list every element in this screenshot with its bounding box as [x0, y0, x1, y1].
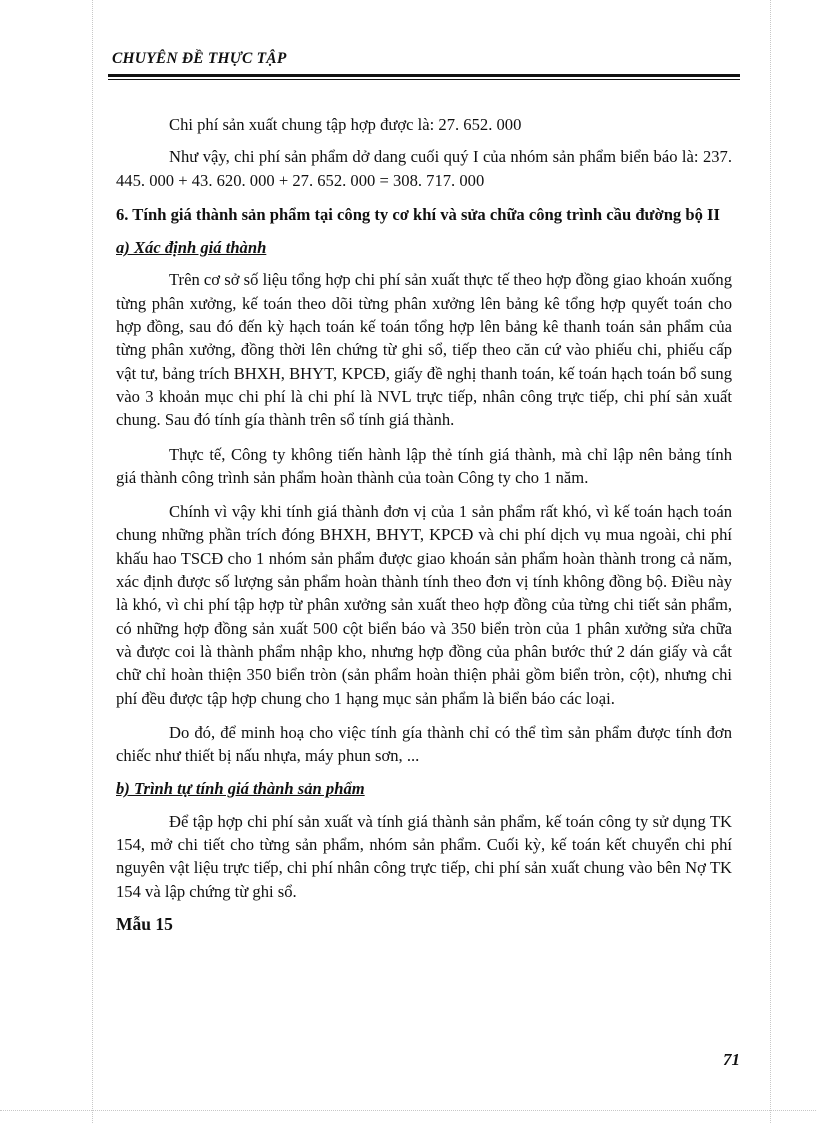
paragraph-illustration: Do đó, để minh hoạ cho việc tính gía thành chỉ có thể tìm sản phẩm được tính đơn chiếc như thiết bị nấu nhựa, máy phun sơn, ...	[116, 722, 732, 766]
document-body	[116, 113, 732, 936]
subheading-b: b) Trình tự tính giá thành sản phẩm	[116, 779, 365, 799]
subheading-a: a) Xác định giá thành	[116, 238, 267, 258]
running-header: CHUYÊN ĐỀ THỰC TẬP	[112, 50, 287, 67]
paragraph-difficulty: Chính vì vậy khi tính giá thành đơn vị của 1 sản phẩm rất khó, vì kế toán hạch toán chung những phần trích đóng BHXH, BHYT, KPCĐ và chi phí dịch vụ mua ngoài, chi phí khấu hao TSCĐ cho 1 nhóm sản phẩm được giao khoán sản phẩm hoàn thành trong cả năm, xác định được số lượng sản phẩm hoàn thành tính theo đơn vị tính không đồng bộ. Điều này là khó, vì chi phí tập hợp từ phân xưởng sản xuất theo hợp đồng của từng chi tiết sản phẩm, có những hợp đồng sản xuất 500 cột biển báo và 350 biển tròn của 1 phân xưởng sửa chữa và được coi là thành phẩm nhập kho, nhưng hợp đồng của phân bước thứ 2 dán giấy và cắt chữ chỉ hoàn thiện 350 biển tròn (sản phẩm hoàn thiện phải gồm biển tròn, cột), nhưng chi phí đều được tập hợp chung cho 1 hạng mục sản phẩm là biển báo các loại.	[116, 502, 732, 708]
paragraph-procedure: Để tập hợp chi phí sản xuất và tính giá thành sản phẩm, kế toán công ty sử dụng TK 154, mở chi tiết cho từng sản phẩm, nhóm sản phẩm. Cuối kỳ, kế toán kết chuyển chi phí nguyên vật liệu trực tiếp, chi phí nhân công trực tiếp, chi phí sản xuất chung vào bên Nợ TK 154 và lập chứng từ ghi sổ.	[116, 811, 732, 901]
form-label: Mẫu 15	[116, 913, 173, 934]
page-margin-guide-right	[770, 0, 772, 1123]
paragraph-overhead-cost: Chi phí sản xuất chung tập hợp được là: 27. 652. 000	[169, 115, 522, 134]
header-rule	[108, 74, 740, 77]
page-number: 71	[723, 1050, 740, 1069]
page-margin-guide-left	[92, 0, 94, 1123]
paragraph-wip-cost: Như vậy, chi phí sản phẩm dở dang cuối quý I của nhóm sản phẩm biển báo là: 237. 445. 000 + 43. 620. 000 + 27. 652. 000 = 308. 717. 000	[116, 147, 732, 190]
page-margin-guide-bottom	[0, 1110, 816, 1112]
paragraph-cost-basis: Trên cơ sở số liệu tổng hợp chi phí sản xuất thực tế theo hợp đồng giao khoán xuống từng phân xưởng, kế toán theo dõi từng phân xưởng lên bảng kê tổng hợp quyết toán cho hợp đồng, sau đó đến kỳ hạch toán kế toán tổng hợp lên bảng kê thanh toán sản phẩm của từng phân xưởng, đồng thời lên chứng từ ghi sổ, tiếp theo căn cứ vào phiếu chi, phiếu cấp vật tư, bảng trích BHXH, BHYT, KPCĐ, giấy đề nghị thanh toán, kế toán hạch toán bổ sung vào 3 khoản mục chi phí là chi phí là NVL trực tiếp, nhân công trực tiếp, chi phí sản xuất chung. Sau đó tính gía thành trên sổ tính giá thành.	[116, 270, 732, 430]
section-heading-6: 6. Tính giá thành sản phẩm tại công ty cơ khí và sửa chữa công trình cầu đường bộ II	[116, 204, 720, 224]
paragraph-practice: Thực tế, Công ty không tiến hành lập thẻ tính giá thành, mà chỉ lập nên bảng tính giá thành công trình sản phẩm hoàn thành của toàn Công ty cho 1 năm.	[116, 444, 732, 487]
header-rule-thin	[108, 79, 740, 80]
